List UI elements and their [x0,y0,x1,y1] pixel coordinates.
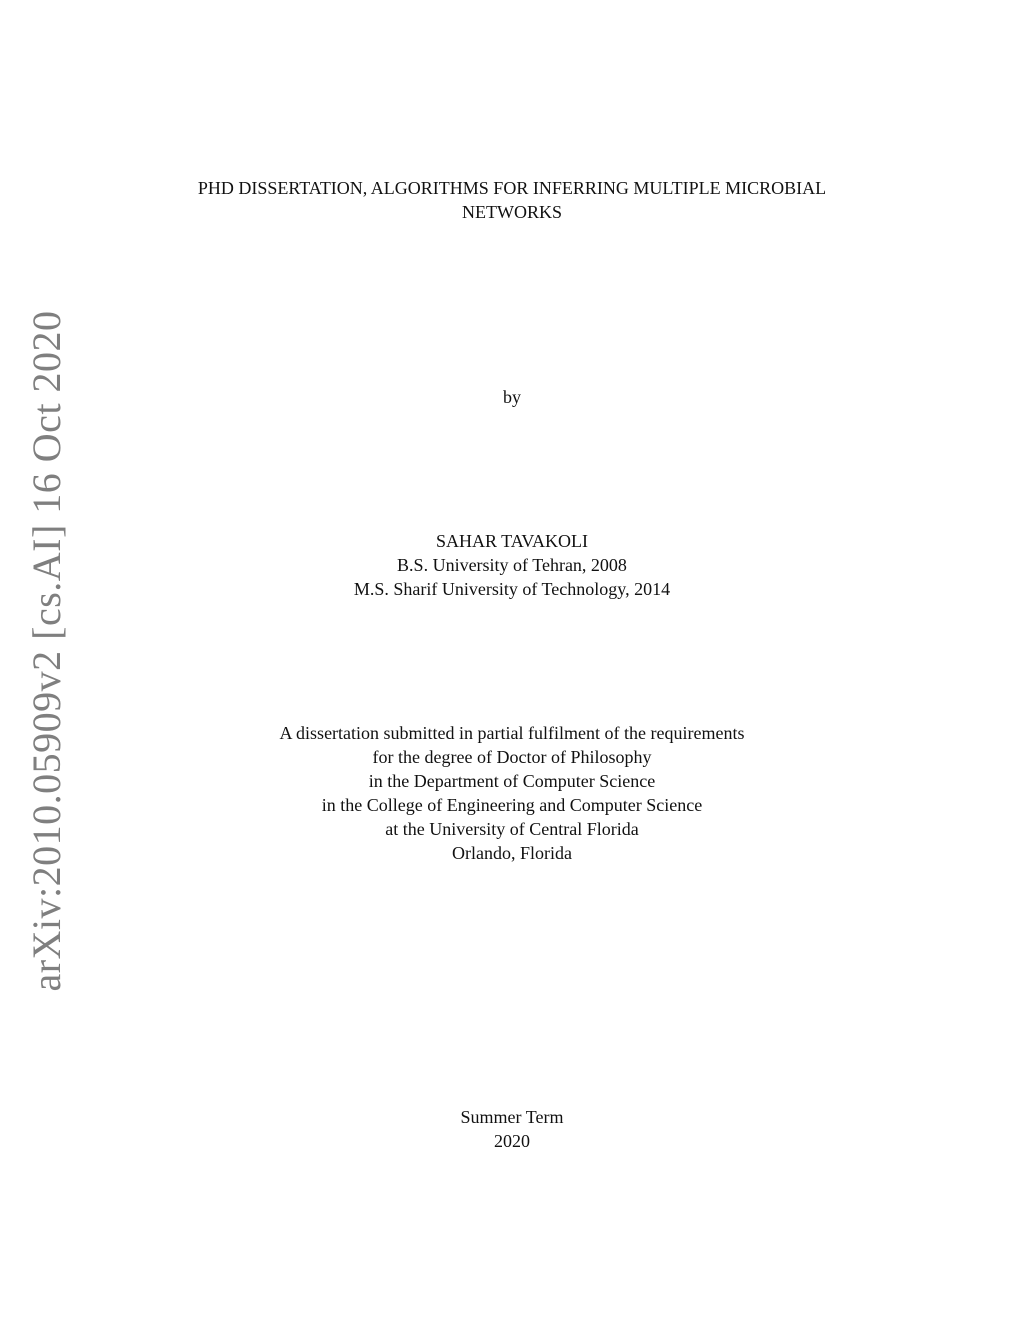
statement-line: in the College of Engineering and Computer Science [321,795,703,815]
statement-line: at the University of Central Florida [385,819,639,839]
dissertation-title [0,176,1024,224]
term-year: 2020 [494,1131,530,1151]
statement-line: for the degree of Doctor of Philosophy [372,747,652,767]
title-line-2: NETWORKS [462,202,562,222]
term-season: Summer Term [460,1107,564,1127]
term-block [0,1105,1024,1153]
title-line-1: PHD DISSERTATION, ALGORITHMS FOR INFERRING MULTIPLE MICROBIAL [197,178,827,198]
by-text: by [503,387,521,407]
statement-line: in the Department of Computer Science [368,771,656,791]
author-degree-ms: M.S. Sharif University of Technology, 2014 [353,579,671,599]
statement-line: Orlando, Florida [452,843,572,863]
by-label [0,385,1024,409]
statement-line: A dissertation submitted in partial fulfilment of the requirements [279,723,745,743]
arxiv-stamp: arXiv:2010.05909v2 [cs.AI] 16 Oct 2020 [24,310,69,992]
author-name: SAHAR TAVAKOLI [435,531,589,551]
author-degree-bs: B.S. University of Tehran, 2008 [397,555,627,575]
author-block [0,529,1024,601]
submission-statement [0,721,1024,865]
